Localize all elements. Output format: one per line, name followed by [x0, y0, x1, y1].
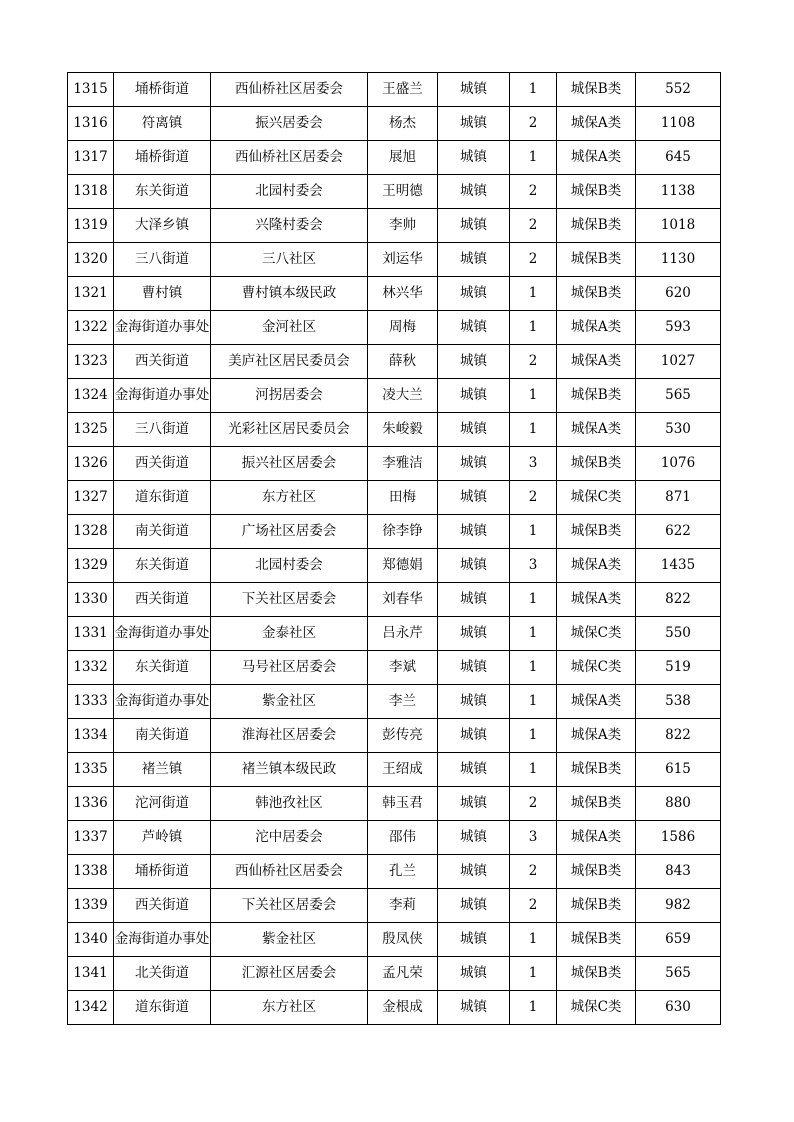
street-cell: 三八街道	[114, 243, 211, 277]
area-type-cell: 城镇	[438, 209, 510, 243]
household-count-cell: 1	[510, 515, 557, 549]
community-cell: 下关社区居委会	[211, 889, 368, 923]
row-id-cell: 1336	[68, 787, 114, 821]
category-cell: 城保B类	[557, 855, 636, 889]
row-id-cell: 1327	[68, 481, 114, 515]
data-table	[67, 72, 721, 1025]
household-count-cell: 1	[510, 685, 557, 719]
street-cell: 南关街道	[114, 515, 211, 549]
category-cell: 城保B类	[557, 73, 636, 107]
table-row	[68, 447, 721, 481]
area-type-cell: 城镇	[438, 277, 510, 311]
community-cell: 东方社区	[211, 481, 368, 515]
household-count-cell: 1	[510, 73, 557, 107]
name-cell: 孔兰	[368, 855, 438, 889]
name-cell: 展旭	[368, 141, 438, 175]
area-type-cell: 城镇	[438, 549, 510, 583]
row-id-cell: 1316	[68, 107, 114, 141]
area-type-cell: 城镇	[438, 855, 510, 889]
row-id-cell: 1331	[68, 617, 114, 651]
household-count-cell: 1	[510, 379, 557, 413]
table-row	[68, 651, 721, 685]
name-cell: 朱峻毅	[368, 413, 438, 447]
row-id-cell: 1330	[68, 583, 114, 617]
name-cell: 彭传亮	[368, 719, 438, 753]
amount-cell: 843	[636, 855, 721, 889]
name-cell: 周梅	[368, 311, 438, 345]
table-row	[68, 991, 721, 1025]
category-cell: 城保A类	[557, 719, 636, 753]
table-row	[68, 719, 721, 753]
community-cell: 紫金社区	[211, 923, 368, 957]
row-id-cell: 1335	[68, 753, 114, 787]
street-cell: 符离镇	[114, 107, 211, 141]
area-type-cell: 城镇	[438, 787, 510, 821]
household-count-cell: 2	[510, 481, 557, 515]
table-row	[68, 277, 721, 311]
household-count-cell: 3	[510, 447, 557, 481]
table-row	[68, 889, 721, 923]
row-id-cell: 1322	[68, 311, 114, 345]
name-cell: 王明德	[368, 175, 438, 209]
community-cell: 西仙桥社区居委会	[211, 141, 368, 175]
table-body	[68, 73, 721, 1025]
household-count-cell: 2	[510, 175, 557, 209]
name-cell: 李斌	[368, 651, 438, 685]
household-count-cell: 2	[510, 855, 557, 889]
row-id-cell: 1333	[68, 685, 114, 719]
row-id-cell: 1321	[68, 277, 114, 311]
row-id-cell: 1315	[68, 73, 114, 107]
category-cell: 城保A类	[557, 311, 636, 345]
name-cell: 李兰	[368, 685, 438, 719]
name-cell: 李莉	[368, 889, 438, 923]
street-cell: 金海街道办事处	[114, 923, 211, 957]
area-type-cell: 城镇	[438, 243, 510, 277]
row-id-cell: 1341	[68, 957, 114, 991]
amount-cell: 871	[636, 481, 721, 515]
community-cell: 光彩社区居民委员会	[211, 413, 368, 447]
row-id-cell: 1317	[68, 141, 114, 175]
name-cell: 林兴华	[368, 277, 438, 311]
household-count-cell: 1	[510, 753, 557, 787]
row-id-cell: 1342	[68, 991, 114, 1025]
household-count-cell: 1	[510, 617, 557, 651]
amount-cell: 565	[636, 957, 721, 991]
amount-cell: 630	[636, 991, 721, 1025]
household-count-cell: 2	[510, 243, 557, 277]
street-cell: 金海街道办事处	[114, 379, 211, 413]
table-row	[68, 617, 721, 651]
street-cell: 西关街道	[114, 447, 211, 481]
community-cell: 韩池孜社区	[211, 787, 368, 821]
community-cell: 金泰社区	[211, 617, 368, 651]
street-cell: 金海街道办事处	[114, 311, 211, 345]
table-row	[68, 243, 721, 277]
community-cell: 西仙桥社区居委会	[211, 855, 368, 889]
street-cell: 三八街道	[114, 413, 211, 447]
row-id-cell: 1326	[68, 447, 114, 481]
community-cell: 金河社区	[211, 311, 368, 345]
street-cell: 东关街道	[114, 651, 211, 685]
table-row	[68, 685, 721, 719]
area-type-cell: 城镇	[438, 719, 510, 753]
table-row	[68, 957, 721, 991]
household-count-cell: 3	[510, 821, 557, 855]
table-row	[68, 515, 721, 549]
category-cell: 城保A类	[557, 583, 636, 617]
amount-cell: 1435	[636, 549, 721, 583]
category-cell: 城保B类	[557, 889, 636, 923]
amount-cell: 538	[636, 685, 721, 719]
table-row	[68, 549, 721, 583]
amount-cell: 1138	[636, 175, 721, 209]
amount-cell: 552	[636, 73, 721, 107]
street-cell: 东关街道	[114, 175, 211, 209]
amount-cell: 615	[636, 753, 721, 787]
area-type-cell: 城镇	[438, 175, 510, 209]
community-cell: 下关社区居委会	[211, 583, 368, 617]
household-count-cell: 1	[510, 651, 557, 685]
street-cell: 褚兰镇	[114, 753, 211, 787]
category-cell: 城保B类	[557, 515, 636, 549]
street-cell: 南关街道	[114, 719, 211, 753]
table-row	[68, 923, 721, 957]
amount-cell: 659	[636, 923, 721, 957]
table-row	[68, 583, 721, 617]
area-type-cell: 城镇	[438, 821, 510, 855]
community-cell: 汇源社区居委会	[211, 957, 368, 991]
name-cell: 李帅	[368, 209, 438, 243]
area-type-cell: 城镇	[438, 413, 510, 447]
street-cell: 曹村镇	[114, 277, 211, 311]
area-type-cell: 城镇	[438, 379, 510, 413]
category-cell: 城保A类	[557, 141, 636, 175]
area-type-cell: 城镇	[438, 991, 510, 1025]
table-row	[68, 73, 721, 107]
street-cell: 埇桥街道	[114, 855, 211, 889]
category-cell: 城保B类	[557, 957, 636, 991]
community-cell: 淮海社区居委会	[211, 719, 368, 753]
row-id-cell: 1319	[68, 209, 114, 243]
table-row	[68, 107, 721, 141]
name-cell: 邵伟	[368, 821, 438, 855]
community-cell: 褚兰镇本级民政	[211, 753, 368, 787]
amount-cell: 1076	[636, 447, 721, 481]
row-id-cell: 1339	[68, 889, 114, 923]
name-cell: 金根成	[368, 991, 438, 1025]
table-row	[68, 821, 721, 855]
name-cell: 吕永芹	[368, 617, 438, 651]
street-cell: 西关街道	[114, 583, 211, 617]
category-cell: 城保B类	[557, 379, 636, 413]
community-cell: 北园村委会	[211, 175, 368, 209]
street-cell: 大泽乡镇	[114, 209, 211, 243]
community-cell: 河拐居委会	[211, 379, 368, 413]
household-count-cell: 1	[510, 923, 557, 957]
row-id-cell: 1329	[68, 549, 114, 583]
community-cell: 振兴居委会	[211, 107, 368, 141]
name-cell: 刘春华	[368, 583, 438, 617]
household-count-cell: 1	[510, 583, 557, 617]
area-type-cell: 城镇	[438, 107, 510, 141]
name-cell: 郑德娟	[368, 549, 438, 583]
amount-cell: 530	[636, 413, 721, 447]
area-type-cell: 城镇	[438, 481, 510, 515]
name-cell: 薛秋	[368, 345, 438, 379]
area-type-cell: 城镇	[438, 447, 510, 481]
street-cell: 道东街道	[114, 991, 211, 1025]
category-cell: 城保A类	[557, 685, 636, 719]
area-type-cell: 城镇	[438, 685, 510, 719]
row-id-cell: 1323	[68, 345, 114, 379]
household-count-cell: 1	[510, 413, 557, 447]
community-cell: 三八社区	[211, 243, 368, 277]
amount-cell: 1586	[636, 821, 721, 855]
name-cell: 徐李铮	[368, 515, 438, 549]
category-cell: 城保B类	[557, 447, 636, 481]
household-count-cell: 2	[510, 209, 557, 243]
amount-cell: 519	[636, 651, 721, 685]
name-cell: 田梅	[368, 481, 438, 515]
row-id-cell: 1328	[68, 515, 114, 549]
community-cell: 马号社区居委会	[211, 651, 368, 685]
community-cell: 兴隆村委会	[211, 209, 368, 243]
category-cell: 城保A类	[557, 821, 636, 855]
area-type-cell: 城镇	[438, 141, 510, 175]
name-cell: 李雅洁	[368, 447, 438, 481]
community-cell: 美庐社区居民委员会	[211, 345, 368, 379]
household-count-cell: 1	[510, 719, 557, 753]
category-cell: 城保B类	[557, 277, 636, 311]
table-row	[68, 345, 721, 379]
category-cell: 城保A类	[557, 345, 636, 379]
community-cell: 振兴社区居委会	[211, 447, 368, 481]
table-row	[68, 175, 721, 209]
name-cell: 韩玉君	[368, 787, 438, 821]
street-cell: 北关街道	[114, 957, 211, 991]
name-cell: 凌大兰	[368, 379, 438, 413]
community-cell: 紫金社区	[211, 685, 368, 719]
amount-cell: 1027	[636, 345, 721, 379]
category-cell: 城保B类	[557, 209, 636, 243]
table-row	[68, 855, 721, 889]
community-cell: 曹村镇本级民政	[211, 277, 368, 311]
area-type-cell: 城镇	[438, 345, 510, 379]
row-id-cell: 1325	[68, 413, 114, 447]
table-row	[68, 141, 721, 175]
street-cell: 沱河街道	[114, 787, 211, 821]
amount-cell: 1108	[636, 107, 721, 141]
amount-cell: 880	[636, 787, 721, 821]
table-row	[68, 413, 721, 447]
community-cell: 沱中居委会	[211, 821, 368, 855]
area-type-cell: 城镇	[438, 923, 510, 957]
category-cell: 城保C类	[557, 617, 636, 651]
area-type-cell: 城镇	[438, 73, 510, 107]
amount-cell: 822	[636, 719, 721, 753]
community-cell: 东方社区	[211, 991, 368, 1025]
area-type-cell: 城镇	[438, 617, 510, 651]
category-cell: 城保B类	[557, 753, 636, 787]
area-type-cell: 城镇	[438, 515, 510, 549]
row-id-cell: 1318	[68, 175, 114, 209]
category-cell: 城保A类	[557, 549, 636, 583]
area-type-cell: 城镇	[438, 889, 510, 923]
street-cell: 金海街道办事处	[114, 685, 211, 719]
street-cell: 埇桥街道	[114, 141, 211, 175]
amount-cell: 620	[636, 277, 721, 311]
area-type-cell: 城镇	[438, 583, 510, 617]
category-cell: 城保B类	[557, 243, 636, 277]
household-count-cell: 1	[510, 277, 557, 311]
amount-cell: 982	[636, 889, 721, 923]
amount-cell: 622	[636, 515, 721, 549]
row-id-cell: 1324	[68, 379, 114, 413]
amount-cell: 645	[636, 141, 721, 175]
row-id-cell: 1332	[68, 651, 114, 685]
name-cell: 刘运华	[368, 243, 438, 277]
table-row	[68, 209, 721, 243]
category-cell: 城保A类	[557, 107, 636, 141]
area-type-cell: 城镇	[438, 957, 510, 991]
area-type-cell: 城镇	[438, 753, 510, 787]
category-cell: 城保B类	[557, 787, 636, 821]
category-cell: 城保C类	[557, 991, 636, 1025]
amount-cell: 565	[636, 379, 721, 413]
household-count-cell: 1	[510, 311, 557, 345]
street-cell: 道东街道	[114, 481, 211, 515]
street-cell: 埇桥街道	[114, 73, 211, 107]
amount-cell: 593	[636, 311, 721, 345]
area-type-cell: 城镇	[438, 651, 510, 685]
street-cell: 东关街道	[114, 549, 211, 583]
category-cell: 城保B类	[557, 923, 636, 957]
name-cell: 殷凤侠	[368, 923, 438, 957]
row-id-cell: 1340	[68, 923, 114, 957]
row-id-cell: 1334	[68, 719, 114, 753]
street-cell: 西关街道	[114, 889, 211, 923]
street-cell: 金海街道办事处	[114, 617, 211, 651]
household-count-cell: 2	[510, 345, 557, 379]
category-cell: 城保B类	[557, 175, 636, 209]
household-count-cell: 3	[510, 549, 557, 583]
name-cell: 王盛兰	[368, 73, 438, 107]
amount-cell: 1130	[636, 243, 721, 277]
household-count-cell: 1	[510, 957, 557, 991]
household-count-cell: 1	[510, 991, 557, 1025]
name-cell: 王绍成	[368, 753, 438, 787]
category-cell: 城保A类	[557, 413, 636, 447]
name-cell: 孟凡荣	[368, 957, 438, 991]
category-cell: 城保C类	[557, 651, 636, 685]
household-count-cell: 2	[510, 787, 557, 821]
table-row	[68, 753, 721, 787]
household-count-cell: 1	[510, 141, 557, 175]
amount-cell: 550	[636, 617, 721, 651]
category-cell: 城保C类	[557, 481, 636, 515]
row-id-cell: 1338	[68, 855, 114, 889]
community-cell: 北园村委会	[211, 549, 368, 583]
street-cell: 西关街道	[114, 345, 211, 379]
area-type-cell: 城镇	[438, 311, 510, 345]
community-cell: 广场社区居委会	[211, 515, 368, 549]
household-count-cell: 2	[510, 107, 557, 141]
name-cell: 杨杰	[368, 107, 438, 141]
table-row	[68, 787, 721, 821]
table-row	[68, 311, 721, 345]
amount-cell: 822	[636, 583, 721, 617]
table-row	[68, 481, 721, 515]
amount-cell: 1018	[636, 209, 721, 243]
household-count-cell: 2	[510, 889, 557, 923]
row-id-cell: 1337	[68, 821, 114, 855]
street-cell: 芦岭镇	[114, 821, 211, 855]
table-row	[68, 379, 721, 413]
community-cell: 西仙桥社区居委会	[211, 73, 368, 107]
row-id-cell: 1320	[68, 243, 114, 277]
